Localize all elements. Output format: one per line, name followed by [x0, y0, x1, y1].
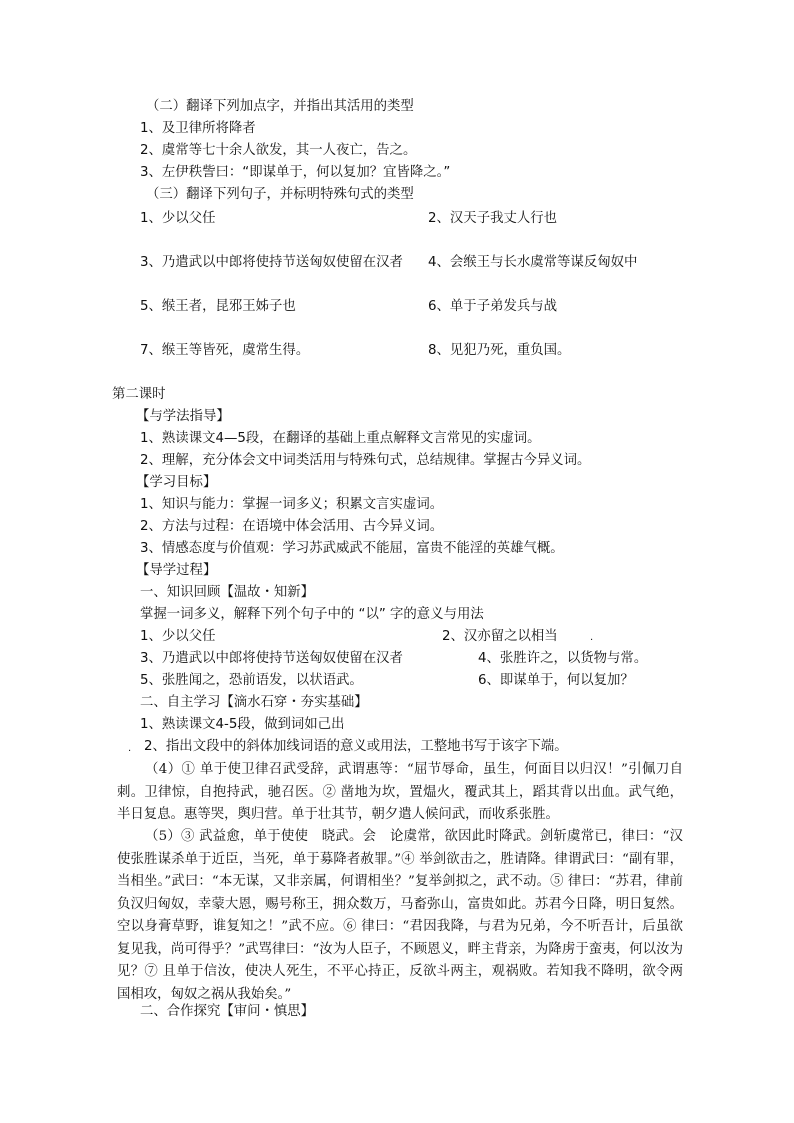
goals-item-1: 1、知识与能力：掌握一词多义；积累文言实虚词。 — [140, 497, 444, 512]
review-item-4: 4、张胜许之，以货物与常。 — [478, 651, 648, 666]
review-item-2: 2、汉亦留之以相当 — [442, 629, 558, 644]
part-c-heading: （三）翻译下列句子，并标明特殊句式的类型 — [146, 187, 414, 202]
self-heading: 二、自主学习【滴水石穿・夯实基础】 — [140, 695, 368, 710]
part-c-item-6: 6、单于子弟发兵与战 — [428, 299, 558, 314]
passage-paragraph-5: （5）③ 武益愈，单于使使 晓武。会 论虞常，欲因此时降武。剑斩虞常已，律曰：“汉使张胜谋杀单于近臣，当死，单于募降者赦罪。”④ 举剑欲击之，胜请降。律谓武曰：“副有罪，当相坐。”武曰：“本无谋，又非亲属，何谓相坐？”复举剑拟之，武不动。⑤ 律曰：“苏君，律前负汉归匈奴，幸蒙大恩，赐号称王，拥众数万，马畜弥山，富贵如此。苏君今日降，明日复然。空以身膏草野，谁复知之！”武不应。⑥ 律曰：“君因我降，与君为兄弟，今不听吾计，后虽欲复见我，尚可得乎？”武骂律曰：“汝为人臣子，不顾恩义，畔主背亲，为降虏于蛮夷，何以汝为见？⑦ 且单于信汝，使决人死生，不平心持正，反欲斗两主，观祸败。若知我不降明，欲令两国相攻，匈奴之祸从我始矣。” — [117, 829, 683, 1002]
lesson-title: 第二课时 — [112, 387, 166, 402]
review-heading: 一、知识回顾【温故・知新】 — [140, 585, 315, 600]
part-c-item-8: 8、见犯乃死，重负国。 — [428, 343, 571, 358]
review-item-6: 6、即谋单于，何以复加？ — [478, 673, 634, 688]
part-b-item-1: 1、及卫律所将降者 — [140, 121, 256, 136]
guide-heading: 【与学法指导】 — [136, 409, 230, 424]
goals-item-2: 2、方法与过程：在语境中体会活用、古今异义词。 — [140, 519, 444, 534]
part-b-heading: （二）翻译下列加点字，并指出其活用的类型 — [146, 99, 414, 114]
self-item-2: 2、指出文段中的斜体加线词语的意义或用法，工整地书写于该字下端。 — [144, 739, 568, 754]
process-heading: 【导学过程】 — [136, 563, 217, 578]
goals-item-3: 3、情感态度与价值观：学习苏武威武不能屈，富贵不能淫的英雄气概。 — [140, 541, 564, 556]
stray-dot: · — [590, 635, 594, 646]
part-b-item-3: 3、左伊秩訾曰：“即谋单于，何以复加？宜皆降之。” — [140, 165, 451, 180]
cooperation-heading: 二、合作探究【审问・慎思】 — [140, 1004, 315, 1019]
review-item-1: 1、少以父任 — [140, 629, 216, 644]
self-item-1: 1、熟读课文4-5段，做到词如己出 — [140, 717, 345, 732]
part-c-item-4: 4、会缑王与长水虞常等谋反匈奴中 — [428, 255, 638, 270]
guide-item-1: 1、熟读课文4—5段，在翻译的基础上重点解释文言常见的实虚词。 — [140, 431, 541, 446]
part-c-item-5: 5、缑王者，昆邪王姊子也 — [140, 299, 296, 314]
review-task: 掌握一词多义，解释下列个句子中的 “以” 字的意义与用法 — [140, 607, 484, 622]
guide-item-2: 2、理解，充分体会文中词类活用与特殊句式，总结规律。掌握古今异义词。 — [140, 453, 591, 468]
part-c-item-7: 7、缑王等皆死，虞常生得。 — [140, 343, 310, 358]
part-c-item-2: 2、汉天子我丈人行也 — [428, 211, 558, 226]
goals-heading: 【学习目标】 — [136, 475, 217, 490]
review-item-5: 5、张胜闻之，恐前语发，以状语武。 — [140, 673, 363, 688]
stray-dot: . — [128, 743, 132, 754]
passage-paragraph-4: （4）① 单于使卫律召武受辞，武谓惠等：“屈节辱命，虽生，何面目以归汉！”引佩刀自刺。卫律惊，自抱持武，驰召医。② 凿地为坎，置煴火，覆武其上，蹈其背以出血。武气绝，半日复息。惠等哭，舆归营。单于壮其节，朝夕遣人候问武，而收系张胜。 — [117, 762, 683, 822]
part-c-item-1: 1、少以父任 — [140, 211, 216, 226]
part-b-item-2: 2、虞常等七十余人欲发，其一人夜亡，告之。 — [140, 143, 417, 158]
review-item-3: 3、乃遣武以中郎将使持节送匈奴使留在汉者 — [140, 651, 403, 666]
part-c-item-3: 3、乃遣武以中郎将使持节送匈奴使留在汉者 — [140, 255, 403, 270]
